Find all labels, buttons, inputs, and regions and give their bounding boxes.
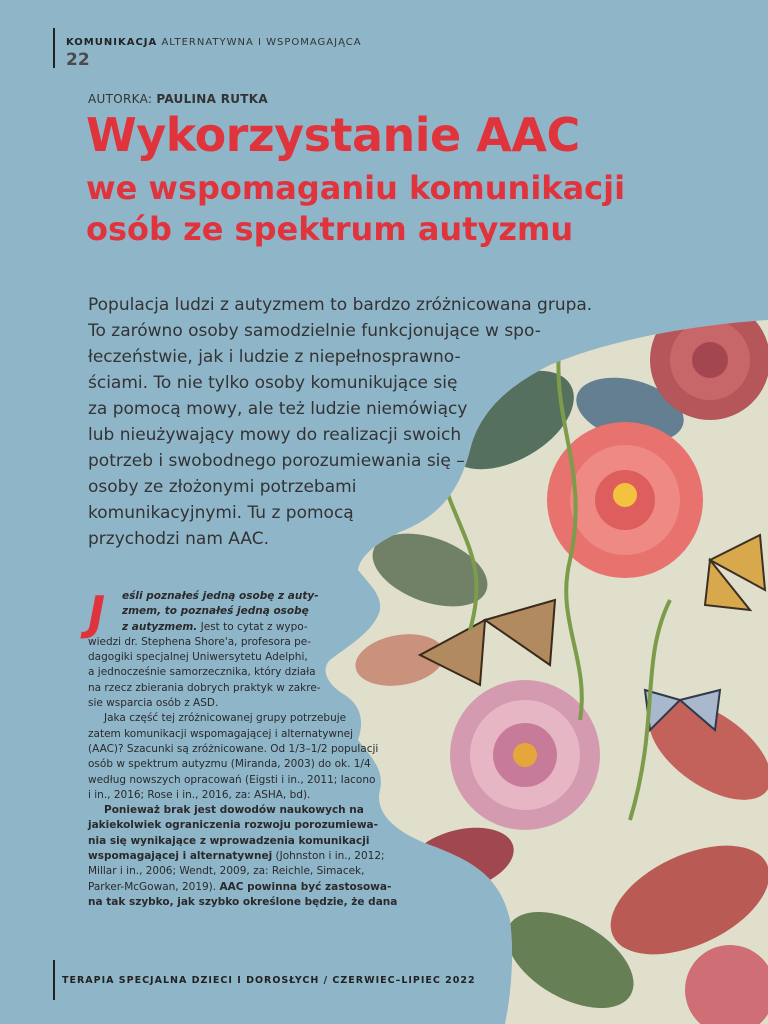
lead-line: łeczeństwie, jak i ludzie z niepełnosprawno- xyxy=(88,347,461,367)
body-line xyxy=(88,604,378,619)
text: (Johnston i in., 2012; xyxy=(272,850,385,863)
body-line: Jaka część tej zróżnicowanej grupy potrzebuje xyxy=(104,712,347,725)
lead-line: lub nieużywający mowy do realizacji swoich xyxy=(88,425,462,445)
title-subtitle xyxy=(86,168,706,249)
paragraph-2 xyxy=(88,711,378,803)
section-heading xyxy=(66,37,362,48)
lead-line: osoby ze złożonymi potrzebami xyxy=(88,477,357,497)
body-line: (AAC)? Szacunki są zróżnicowane. Od 1/3–1/2 populacji xyxy=(88,742,379,755)
emphasis: wspomagającej i alternatywnej xyxy=(88,850,273,863)
text: Parker-McGowan, 2019). xyxy=(88,880,220,893)
body-line: zatem komunikacji wspomagającej i alternatywnej xyxy=(88,727,354,740)
body-line: dagogiki specjalnej Uniwersytetu Adelphi, xyxy=(88,651,308,664)
author-label: AUTORKA: xyxy=(88,92,153,106)
emphasis: z autyzmem. xyxy=(122,620,198,633)
lead-line: komunikacyjnymi. Tu z pomocą xyxy=(88,503,354,523)
lead-line: Populacja ludzi z autyzmem to bardzo zróżnicowana grupa. xyxy=(88,295,593,315)
title-line-3: osób ze spektrum autyzmu xyxy=(86,209,574,248)
emphasis: na tak szybko, jak szybko określone będzie, że dana xyxy=(88,895,398,908)
body-line: a jednocześnie samorzecznika, który działa xyxy=(88,666,316,679)
body-line: według nowszych opracowań (Eigsti i in., 2011; Iacono xyxy=(88,773,376,786)
body-line xyxy=(88,895,398,910)
body-line xyxy=(88,803,378,818)
paragraph-1 xyxy=(88,586,378,711)
emphasis: jakiekolwiek ograniczenia rozwoju porozumiewa- xyxy=(88,819,378,832)
lead-line: To zarówno osoby samodzielnie funkcjonujące w spo- xyxy=(88,321,541,341)
header-rule xyxy=(53,28,55,68)
lead-line: ściami. To nie tylko osoby komunikujące się xyxy=(88,373,458,393)
title-line-2: we wspomaganiu komunikacji xyxy=(86,169,626,207)
page-number: 22 xyxy=(66,50,90,70)
body-line xyxy=(88,849,385,864)
body-line: osób w spektrum autyzmu (Miranda, 2003) do ok. 1/4 xyxy=(88,758,371,771)
body-line xyxy=(88,620,378,635)
text: Jest to cytat z wypo- xyxy=(197,620,308,633)
emphasis: nia się wynikające z wprowadzenia komunikacji xyxy=(88,834,370,847)
body-line xyxy=(88,834,378,849)
drop-cap: J xyxy=(88,586,106,640)
emphasis: zmem, to poznałeś jedną osobę xyxy=(122,605,309,618)
author-line xyxy=(88,92,268,106)
paragraph-3 xyxy=(88,803,398,910)
body-line xyxy=(88,589,378,604)
lead-paragraph xyxy=(88,292,593,552)
emphasis: eśli poznałeś jedną osobę z auty- xyxy=(122,590,319,602)
body-line: wiedzi dr. Stephena Shore'a, profesora pe- xyxy=(88,635,312,648)
body-line: sie wsparcia osób z ASD. xyxy=(88,697,219,710)
lead-line: potrzeb i swobodnego porozumiewania się – xyxy=(88,451,465,471)
emphasis: AAC powinna być zastosowa- xyxy=(219,880,392,893)
running-footer: TERAPIA SPECJALNA DZIECI I DOROSŁYCH / CZERWIEC–LIPIEC 2022 xyxy=(62,975,476,986)
body-line: Millar i in., 2006; Wendt, 2009, za: Reichle, Simacek, xyxy=(88,865,365,878)
author-name: PAULINA RUTKA xyxy=(156,92,268,106)
lead-line: za pomocą mowy, ale też ludzie niemówiący xyxy=(88,399,468,419)
body-line xyxy=(88,818,378,833)
section-light: ALTERNATYWNA I WSPOMAGAJĄCA xyxy=(161,37,362,48)
body-line: na rzecz zbierania dobrych praktyk w zakre- xyxy=(88,681,321,694)
body-column xyxy=(88,586,398,910)
body-line: i in., 2016; Rose i in., 2016, za: ASHA, bd). xyxy=(88,788,311,801)
section-bold: KOMUNIKACJA xyxy=(66,37,158,48)
emphasis: Ponieważ brak jest dowodów naukowych na xyxy=(104,804,364,817)
lead-line: przychodzi nam AAC. xyxy=(88,529,269,549)
body-line xyxy=(88,880,392,895)
title-line-1: Wykorzystanie AAC xyxy=(86,108,580,162)
footer-rule xyxy=(53,960,55,1000)
